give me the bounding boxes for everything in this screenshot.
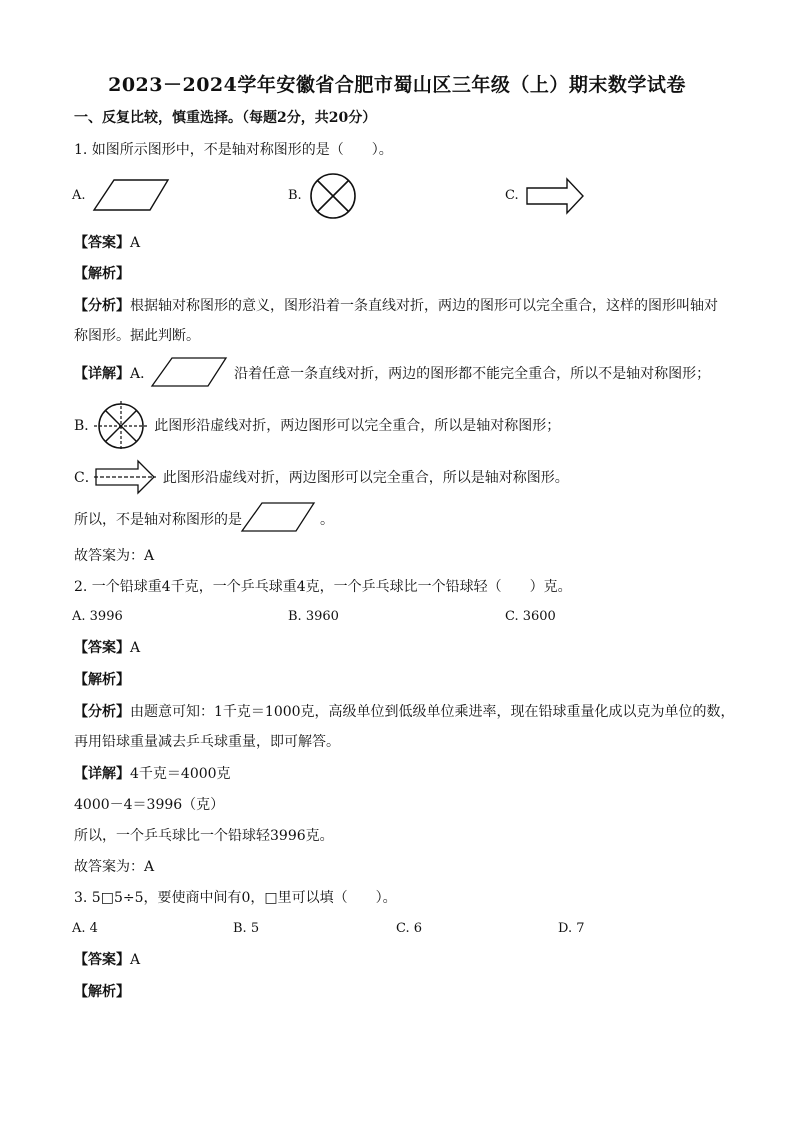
q1-option-a-label: A. [72, 188, 86, 203]
q1-final-answer: 故答案为：A [74, 548, 155, 564]
q2-answer: 【答案】A [74, 640, 141, 656]
q1-option-c-label: C. [505, 188, 519, 203]
q3-answer: 【答案】A [74, 952, 141, 968]
q1-fenxi-line-1: 【分析】根据轴对称图形的意义，图形沿着一条直线对折，两边的图形可以完全重合，这样的图形叫轴对 [74, 298, 718, 314]
q3-option-c: C. 6 [396, 921, 423, 936]
q1-analysis-tag: 【解析】 [74, 266, 130, 282]
page-title: 2023－2024学年安徽省合肥市蜀山区三年级（上）期末数学试卷 [108, 74, 686, 96]
q2-option-c: C. 3600 [505, 609, 556, 624]
q1-detail-a: 【详解】A． 沿着任意一条直线对折，两边的图形都不能完全重合，所以不是轴对称图形； [74, 366, 711, 382]
q2-analysis-tag: 【解析】 [74, 672, 130, 688]
q2-detail-line-1: 【详解】4千克＝4000克 [74, 766, 231, 782]
q2-option-b: B. 3960 [288, 609, 339, 624]
parallelogram-figure-small [150, 356, 230, 390]
q1-fenxi-line-2: 称图形。据此判断。 [74, 328, 200, 344]
question-3-stem: 3. 5□5÷5，要使商中间有0，□里可以填（ ）。 [74, 890, 397, 906]
q3-option-b: B. 5 [233, 921, 260, 936]
question-1-stem: 1. 如图所示图形中，不是轴对称图形的是（ ）。 [74, 142, 393, 158]
q1-conclusion: 所以，不是轴对称图形的是 。 [74, 512, 334, 528]
parallelogram-figure [92, 178, 172, 214]
question-2-stem: 2. 一个铅球重4千克，一个乒乓球重4克，一个乒乓球比一个铅球轻（ ）克。 [74, 579, 572, 595]
q1-option-b-label: B. [288, 188, 302, 203]
q2-detail-line-2: 4000－4＝3996（克） [74, 797, 225, 813]
q2-fenxi-line-2: 再用铅球重量减去乒乓球重量，即可解答。 [74, 734, 340, 750]
section-heading: 一、反复比较，慎重选择。（每题2分，共20分） [74, 110, 377, 126]
parallelogram-figure-conclusion [240, 501, 318, 535]
q1-detail-b: B． 此图形沿虚线对折，两边图形可以完全重合，所以是轴对称图形； [74, 418, 561, 434]
q3-analysis-tag: 【解析】 [74, 984, 130, 1000]
q2-final-answer: 故答案为：A [74, 859, 155, 875]
q1-detail-c: C． 此图形沿虚线对折，两边图形可以完全重合，所以是轴对称图形。 [74, 470, 569, 486]
q1-answer: 【答案】A [74, 235, 141, 251]
q2-option-a: A. 3996 [72, 609, 123, 624]
q2-fenxi-line-1: 【分析】由题意可知：1千克＝1000克，高级单位到低级单位乘进率，现在铅球重量化成以克为单位的数， [74, 704, 735, 720]
circle-cross-figure [308, 172, 358, 220]
arrow-figure [525, 176, 585, 216]
q3-option-a: A. 4 [72, 921, 98, 936]
q2-detail-line-3: 所以，一个乒乓球比一个铅球轻3996克。 [74, 828, 334, 844]
arrow-dashed-axis-figure [94, 459, 156, 495]
q3-option-d: D. 7 [558, 921, 585, 936]
circle-dashed-axes-figure [94, 401, 148, 451]
